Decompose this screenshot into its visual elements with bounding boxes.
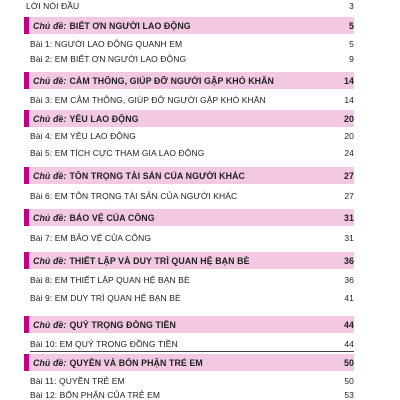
toc-lesson-2: [26, 52, 354, 66]
toc-page-number: 5: [349, 39, 354, 49]
lesson-title: Bài 11: QUYỀN TRẺ EM: [30, 376, 125, 386]
toc-page-number: 5: [349, 20, 354, 31]
toc-lesson-6: [26, 189, 354, 203]
topic-title: CẢM THÔNG, GIÚP ĐỠ NGƯỜI GẶP KHÓ KHĂN: [69, 75, 275, 86]
toc-topic-4: [24, 167, 354, 184]
toc-lesson-5: [26, 146, 354, 160]
toc-topic-2: [24, 72, 354, 89]
lesson-title: Bài 1: NGƯỜI LAO ĐỘNG QUANH EM: [30, 39, 183, 49]
toc-topic-7: [24, 316, 354, 333]
toc-page-number: 50: [344, 376, 354, 386]
toc-lesson-10: [26, 337, 354, 351]
toc-page-number: 36: [344, 275, 354, 285]
toc-page-number: 31: [344, 212, 354, 223]
toc-topic-1: [24, 17, 354, 34]
lesson-title: Bài 6: EM TÔN TRỌNG TÀI SẢN CỦA NGƯỜI KHÁC: [30, 191, 238, 201]
toc-page-number: 14: [344, 75, 354, 86]
topic-prefix: Chủ đề:: [33, 20, 67, 31]
toc-page-number: 14: [344, 95, 354, 105]
lesson-title: Bài 5: EM TÍCH CỰC THAM GIA LAO ĐỘNG: [30, 148, 205, 158]
toc-page-number: 44: [344, 319, 354, 330]
topic-title: BIẾT ƠN NGƯỜI LAO ĐỘNG: [69, 20, 191, 31]
toc-page-number: 50: [344, 357, 354, 368]
toc-topic-6: [24, 252, 354, 269]
lesson-title: Bài 9: EM DUY TRÌ QUAN HỆ BẠN BÈ: [30, 293, 181, 303]
toc-page-number: 41: [344, 293, 354, 303]
topic-title: BẢO VỆ CỦA CÔNG: [69, 212, 155, 223]
topic-prefix: Chủ đề:: [33, 357, 67, 368]
toc-lesson-3: [26, 93, 354, 107]
topic-prefix: Chủ đề:: [33, 170, 67, 181]
toc-page-number: 20: [344, 113, 354, 124]
toc-page-number: 20: [344, 131, 354, 141]
topic-prefix: Chủ đề:: [33, 212, 67, 223]
toc-page-number: 36: [344, 255, 354, 266]
toc-lesson-11: [26, 374, 354, 388]
toc-lesson-8: [26, 273, 354, 287]
toc-lesson-7: [26, 231, 354, 245]
lesson-title: Bài 8: EM THIẾT LẬP QUAN HỆ BẠN BÈ: [30, 275, 190, 285]
lesson-title: Bài 10: EM QUÝ TRỌNG ĐỒNG TIỀN: [30, 339, 178, 349]
toc-page-number: 24: [344, 148, 354, 158]
topic-title: THIẾT LẬP VÀ DUY TRÌ QUAN HỆ BẠN BÈ: [69, 255, 250, 266]
lesson-title: Bài 7: EM BẢO VỆ CỦA CÔNG: [30, 233, 152, 243]
topic-title: QUÝ TRỌNG ĐỒNG TIỀN: [69, 319, 176, 330]
toc-page-number: 27: [344, 191, 354, 201]
lesson-title: Bài 4: EM YÊU LAO ĐỘNG: [30, 131, 136, 141]
toc-topic-8: [24, 354, 354, 371]
toc-page-number: 53: [344, 389, 354, 400]
toc-entry-text: LỜI NÓI ĐẦU: [26, 1, 80, 11]
toc-lesson-1: [26, 37, 354, 51]
toc-topic-3: [24, 110, 354, 127]
toc-lesson-9: [26, 291, 354, 305]
toc-topic-5: [24, 209, 354, 226]
toc-page-number: 3: [349, 1, 354, 11]
topic-prefix: Chủ đề:: [33, 75, 67, 86]
toc-page-number: 31: [344, 233, 354, 243]
lesson-title: Bài 2: EM BIẾT ƠN NGƯỜI LAO ĐỘNG: [30, 54, 187, 64]
lesson-title: Bài 3: EM CẢM THÔNG, GIÚP ĐỠ NGƯỜI GẶP KHÓ KHĂN: [30, 95, 266, 105]
topic-title: TÔN TRỌNG TÀI SẢN CỦA NGƯỜI KHÁC: [69, 170, 245, 181]
divider-line: [30, 351, 354, 352]
topic-title: QUYỀN VÀ BỔN PHẬN TRẺ EM: [69, 357, 203, 368]
lesson-title: Bài 12: BỔN PHẬN CỦA TRẺ EM: [30, 389, 161, 400]
toc-page-number: 44: [344, 339, 354, 349]
toc-lesson-4: [26, 129, 354, 143]
toc-entry-foreword: [26, 0, 354, 13]
toc-page-number: 9: [349, 54, 354, 64]
toc-page-number: 27: [344, 170, 354, 181]
topic-title: YÊU LAO ĐỘNG: [69, 113, 139, 124]
toc-lesson-12: [26, 389, 354, 400]
topic-prefix: Chủ đề:: [33, 255, 67, 266]
topic-prefix: Chủ đề:: [33, 113, 67, 124]
topic-prefix: Chủ đề:: [33, 319, 67, 330]
